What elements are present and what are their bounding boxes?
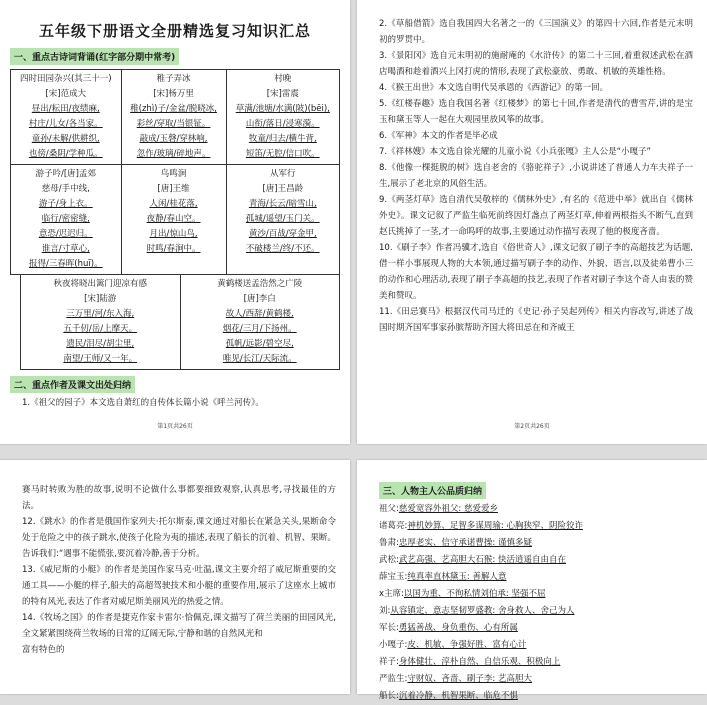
- poem-line: 故人/西辞/黄鹤楼,: [225, 309, 294, 319]
- character-name: x主席:: [379, 589, 404, 599]
- poem-title: 村晚: [274, 74, 292, 84]
- character-line: [379, 552, 693, 569]
- poem-line: [宋]雷震: [266, 89, 299, 99]
- poem-line: 慈母/手中线,: [41, 184, 90, 194]
- list-item: 3.《景阳冈》选自元末明初的施耐庵的《水浒传》的第二十三回,着重叙述武松在酒店喝酒和趁着酒兴上冈打虎的情形,表现了武松豪放、勇敢、机敏的英雄性格。: [379, 51, 693, 77]
- poem-line: 临行/密密缝,: [41, 214, 90, 224]
- poem-line: 谁言/寸草心,: [41, 244, 90, 254]
- item-list: [357, 16, 707, 336]
- character-traits: 从容镇定、意志坚韧罗盛教: 舍身救人、舍己为人: [390, 606, 575, 616]
- character-name: 诸葛亮:: [379, 521, 408, 531]
- list-item: 4.《猴王出世》本文选自明代吴承恩的《西游记》的第一回。: [379, 83, 609, 93]
- section-heading-authors: 二、重点作者及课文出处归纳: [10, 376, 135, 393]
- poem-line: 唯见/长江/天际流。: [222, 354, 297, 364]
- poem-title: 四时田园杂兴(其三十一): [19, 74, 112, 84]
- character-traits: 纯真率直林黛玉: 善解人意: [407, 572, 507, 582]
- poem-line: 月出/惊山鸟,: [149, 229, 198, 239]
- list-item: 14.《牧场之国》的作者是捷克作家卡雷尔·恰佩克,课文描写了荷兰美丽的田园风光,全文紧紧围绕荷兰牧场的日常的辽阔无际,宁静和谐的自然风光和: [22, 613, 336, 639]
- poem-line: 青海/长云/暗雪山,: [248, 199, 317, 209]
- poem-title: 稚子弄冰: [156, 74, 191, 84]
- document-page-3: [0, 460, 350, 694]
- character-name: 小嘎子:: [379, 640, 408, 650]
- poem-line: [唐]王维: [157, 184, 190, 194]
- poem-title: 从军行: [270, 169, 296, 179]
- list-item: 8.《他像一棵挺脱的树》选自老舍的《骆驼祥子》,小说讲述了普通人力车夫祥子一生,展示了老北京的风俗生活。: [379, 163, 693, 189]
- poem-cell: [11, 165, 122, 275]
- poem-cell: [121, 70, 226, 165]
- list-item: 富有特色的: [22, 645, 65, 655]
- list-item: 13.《威尼斯的小艇》的作者是美国作家马克·吐温,课文主要介绍了威尼斯重要的交通工具——小艇的样子,船夫的高超驾驶技术和小艇的重要作用,展示了这座水上城市的特有风光,表达了作者对威尼斯美丽风光的热爱之情。: [22, 565, 336, 607]
- poem-line: 不破楼兰/终/不还。: [245, 244, 320, 254]
- poem-line: [宋]杨万里: [153, 89, 194, 99]
- page-number: 第2页共26页: [514, 423, 550, 430]
- poem-line: 时鸣/春涧中。: [146, 244, 201, 254]
- list-item: 赛马时转败为胜的故事,说明不论做什么事都要细致观察,认真思考,寻找最佳的方法。: [22, 485, 336, 511]
- poem-line: 草满/池塘/水满(陂)(bēi),: [235, 104, 330, 114]
- character-traits: 沉着冷静、机智果断、临危不惧: [398, 691, 518, 701]
- character-line: [379, 586, 693, 603]
- poem-line: 报得/三春晖(huī)。: [28, 259, 103, 269]
- poem-line: 彩丝/穿取/当银钲。: [136, 119, 211, 129]
- poem-line: 意恐/迟迟归。: [38, 229, 93, 239]
- list-item: 9.《两茎灯草》选自清代吴敬梓的《儒林外史》,有名的《范进中举》就出自《儒林外史》。课文记叙了严监生临死前终因灯盏点了两茎灯草,伸着两根指头不断气,直到赵氏挑掉了一茎,才一命呜呼的故事,主要通过动作描写表现了他的极度吝啬。: [379, 195, 693, 237]
- poem-cell: [121, 165, 226, 275]
- character-name: 船长:: [379, 691, 399, 701]
- item-list: [0, 482, 350, 658]
- poem-line: 牧童/归去/横牛背,: [248, 134, 317, 144]
- character-line: [379, 569, 693, 586]
- poem-title: 游子吟/[唐]孟郊: [35, 169, 96, 179]
- poem-line: 夜静/春山空。: [146, 214, 201, 224]
- list-item: 12.《跳水》的作者是俄国作家列夫·托尔斯泰,课文通过对船长在紧急关头,果断命令处于危险之中的孩子跳水,使孩子化险为夷的描述,表现了船长的沉着、机智、果断。告诉我们:“遇事不能慌张,要沉着冷静,善于分析。: [22, 517, 336, 559]
- character-name: 薛宝玉:: [379, 572, 408, 582]
- poem-title: 鸟鸣涧: [160, 169, 187, 179]
- poem-line: 山衔/落日/浸寒漪。: [245, 119, 320, 129]
- poem-line: 遗民/泪尽/胡尘里,: [66, 339, 135, 349]
- poem-line: 稚(zhì)子/金盆/脱晓冰,: [130, 104, 217, 114]
- character-line: [379, 620, 693, 637]
- section-heading-poems: 一、重点古诗词背诵(红字部分期中常考): [10, 48, 179, 65]
- poem-line: [唐]李白: [243, 294, 276, 304]
- character-line: [379, 654, 693, 671]
- poem-title: 秋夜将晓出篱门迎凉有感: [53, 279, 147, 289]
- poem-line: [宋]范成大: [45, 89, 87, 99]
- character-line: [379, 688, 693, 705]
- character-name: 祥子:: [379, 657, 399, 667]
- character-traits: 勇猛善战、身负重伤、心有所属: [398, 623, 518, 633]
- list-item: 11.《田忌赛马》根据汉代司马迁的《史记·孙子吴起列传》相关内容改写,讲述了战国时期齐国军事家孙膑帮助齐国大将田忌在和齐威王: [379, 307, 693, 333]
- poem-cell: [181, 275, 341, 370]
- poem-line: 烟花/三月/下扬州。: [222, 324, 297, 334]
- character-traits: 身体健壮、淳朴自然、自信乐观、积极向上: [398, 657, 561, 667]
- character-traits: 皮、机敏、争强好胜、富有心计: [407, 640, 527, 650]
- character-traits: 以国为重、不徇私情刘伯承: 坚强不屈: [403, 589, 546, 599]
- character-line: [379, 671, 693, 688]
- poem-line: 人闲/桂花落,: [149, 199, 198, 209]
- poem-title: 黄鹤楼送孟浩然之广陵: [217, 279, 303, 289]
- poem-line: 南望/王师/又一年。: [63, 354, 138, 364]
- document-page-4: [357, 460, 707, 701]
- character-line: [379, 535, 693, 552]
- poem-line: 也傍/桑阴/学种瓜。: [28, 149, 103, 159]
- list-item: 10.《刷子李》作者冯骥才,选自《俗世奇人》,课文记叙了刷子李的高超技艺为话题,借一样小事展现人物的大本领,通过描写刷子李的动作、外貌、语言,以及徒弟曹小三的动作和心理活动,表现了刷子李高超的技艺,表现了作者对刷子李这个奇人由衷的赞美和赞叹。: [379, 243, 693, 301]
- character-traits: 武艺高强、艺高胆大石猴: 快活逍遥自由自在: [398, 555, 566, 565]
- document-page-2: [357, 0, 707, 444]
- poem-line: [唐]王昌龄: [262, 184, 304, 194]
- list-item: 2.《草船借箭》选自我国四大名著之一的《三国演义》的第四十六回,作者是元末明初的罗贯中。: [379, 19, 693, 45]
- list-item: 1.《祖父的园子》本文选自萧红的自传体长篇小说《呼兰河传》。: [22, 398, 264, 408]
- poem-cell: [226, 70, 339, 165]
- poem-line: 孤帆/远影/碧空尽,: [225, 339, 294, 349]
- poem-line: 孤城/遥望/玉门关。: [245, 214, 320, 224]
- poem-line: 敲成/玉磬/穿林响,: [139, 134, 208, 144]
- document-title: 五年级下册语文全册精选复习知识汇总: [38, 22, 311, 40]
- character-name: 严监生:: [379, 674, 408, 684]
- poem-cell: [20, 275, 181, 370]
- poem-line: 三万里/河/东入海,: [66, 309, 135, 319]
- list-item: 7.《祥林嫂》本文选自徐光耀的儿童小说《小兵张嘎》主人公是“小嘎子”: [379, 147, 651, 157]
- character-traits: 忠厚老实、信守承诺曹操: 谨慎多疑: [398, 538, 532, 548]
- character-traits: 守财奴、吝啬、刷子李: 艺高胆大: [407, 674, 532, 684]
- poem-table: [10, 69, 340, 275]
- character-line: [379, 501, 693, 518]
- list-item: 5.《红楼春趣》选自我国名著《红楼梦》的第七十回,作者是清代的曹雪芹,讲的是宝玉和黛玉等人一起在大观园里放风筝的故事。: [379, 99, 693, 125]
- poem-line: 短笛/无腔/信口吹。: [245, 149, 320, 159]
- character-line: [379, 518, 693, 535]
- poem-line: 昼出/耘田/夜绩麻,: [31, 104, 100, 114]
- poem-cell: [226, 165, 339, 275]
- poem-line: 五千仞/岳/上摩天。: [63, 324, 138, 334]
- page-number: 第1页共26页: [157, 423, 193, 430]
- character-list: [357, 501, 707, 705]
- poem-line: [宋]陆游: [84, 294, 117, 304]
- character-traits: 神机妙算、足智多谋周瑜: 心胸狭窄、阴险狡诈: [407, 521, 583, 531]
- character-name: 鲁肃:: [379, 538, 399, 548]
- list-item: 6.《军神》本文的作者是毕必成: [379, 131, 498, 141]
- character-name: 军长:: [379, 623, 399, 633]
- poem-line: 游子/身上衣。: [38, 199, 93, 209]
- poem-line: 黄沙/百战/穿金甲,: [248, 229, 317, 239]
- poem-line: 村庄/儿女/各当家。: [28, 119, 103, 129]
- character-line: [379, 603, 693, 620]
- poem-line: 忽作/玻璃/碎地声。: [136, 149, 211, 159]
- section-heading-characters: 三、人物主人公品质归纳: [379, 482, 486, 499]
- poem-cell: [11, 70, 122, 165]
- character-traits: 慈爱宽容外祖父: 慈爱爱乡: [398, 504, 498, 514]
- poem-row-3: [20, 275, 340, 370]
- character-name: 武松:: [379, 555, 399, 565]
- poem-line: 童孙/未解/供耕织,: [31, 134, 100, 144]
- document-page-1: [0, 0, 350, 444]
- character-name: 祖父:: [379, 504, 399, 514]
- character-name: 刘:: [379, 606, 391, 616]
- character-line: [379, 637, 693, 654]
